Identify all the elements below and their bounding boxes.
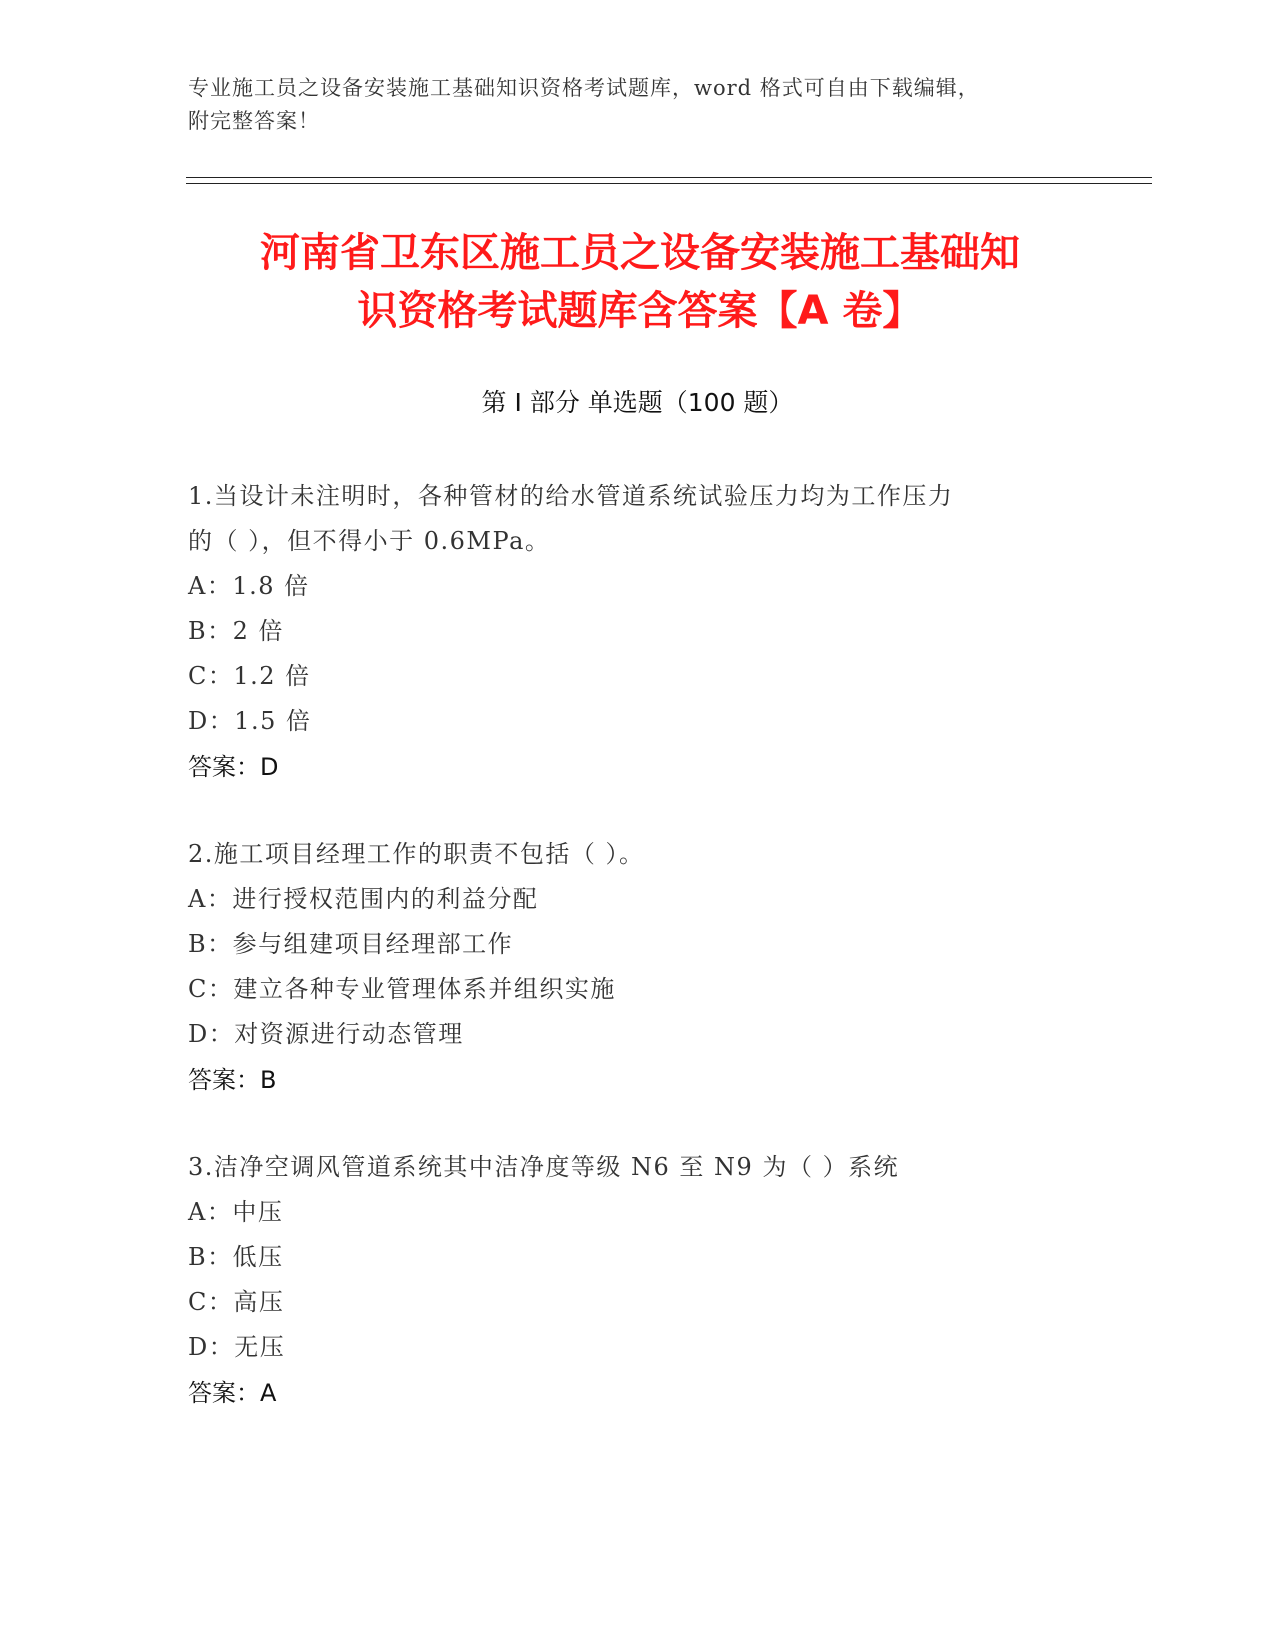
question-stem: 3.洁净空调风管道系统其中洁净度等级 N6 至 N9 为（ ）系统 xyxy=(188,1153,900,1181)
question-stem-continued: 的（ ），但不得小于 0.6MPa。 xyxy=(188,527,551,555)
option-d: D：1.5 倍 xyxy=(188,707,312,735)
intro-line-2: 附完整答案！ xyxy=(188,109,320,133)
option-c: C：高压 xyxy=(188,1288,285,1316)
question-1 xyxy=(188,474,1088,790)
question-stem: 2.施工项目经理工作的职责不包括（ ）。 xyxy=(188,840,645,868)
option-b: B：2 倍 xyxy=(188,617,285,645)
document-title xyxy=(160,224,1120,340)
question-3 xyxy=(188,1145,1088,1416)
option-a: A：中压 xyxy=(188,1198,284,1226)
option-c: C：1.2 倍 xyxy=(188,662,311,690)
section-title: 第 I 部分 单选题（100 题） xyxy=(481,388,794,417)
option-d: D：对资源进行动态管理 xyxy=(188,1020,464,1048)
option-d: D：无压 xyxy=(188,1333,286,1361)
document-title-line-2: 识资格考试题库含答案【A 卷】 xyxy=(357,288,923,334)
question-stem: 1.当设计未注明时，各种管材的给水管道系统试验压力均为工作压力 xyxy=(188,482,954,510)
answer: 答案：B xyxy=(188,1066,277,1094)
question-list xyxy=(188,474,1088,1458)
option-b: B：参与组建项目经理部工作 xyxy=(188,930,514,958)
option-a: A：进行授权范围内的利益分配 xyxy=(188,885,539,913)
option-c: C：建立各种专业管理体系并组织实施 xyxy=(188,975,616,1003)
header-divider-bottom xyxy=(186,183,1152,184)
answer: 答案：D xyxy=(188,753,279,781)
intro-line-1: 专业施工员之设备安装施工基础知识资格考试题库，word 格式可自由下载编辑， xyxy=(188,76,980,100)
header-divider-top xyxy=(186,177,1152,178)
document-title-line-1: 河南省卫东区施工员之设备安装施工基础知 xyxy=(260,230,1020,276)
option-b: B：低压 xyxy=(188,1243,284,1271)
document-intro xyxy=(188,72,1068,138)
option-a: A：1.8 倍 xyxy=(188,572,310,600)
question-2 xyxy=(188,832,1088,1103)
answer: 答案：A xyxy=(188,1379,277,1407)
